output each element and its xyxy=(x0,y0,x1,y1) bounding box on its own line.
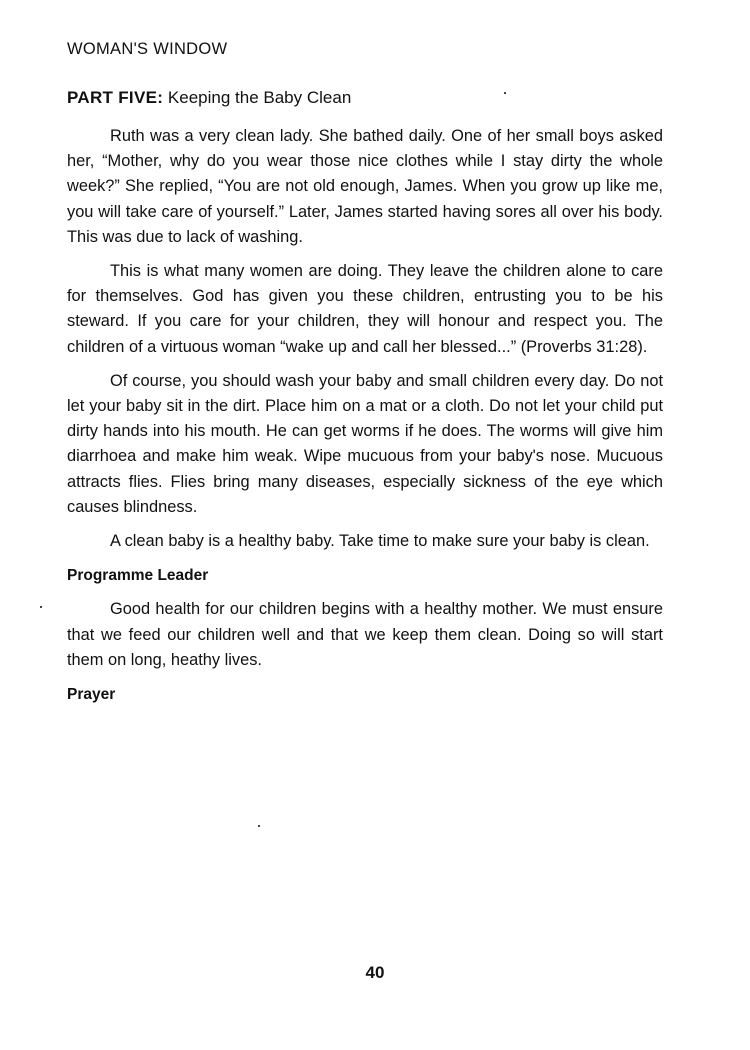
scan-speck xyxy=(40,606,42,608)
paragraph-many-women: This is what many women are doing. They leave the children alone to care for themselves. God has given you these children, entrusting you to be his steward. If you care for your children, they will honour and respect you. The children of a virtuous woman “wake up and call her blessed...” (Proverbs 31:28). xyxy=(67,262,663,356)
paragraph-ruth-story: Ruth was a very clean lady. She bathed daily. One of her small boys asked her, “Mother, why do you wear those nice clothes while I stay dirty the whole week?” She replied, “You are not old enough, James. When you grow up like me, you will take care of yourself.” Later, James started having sores all over his body. This was due to lack of washing. xyxy=(67,127,663,246)
heading-prayer: Prayer xyxy=(67,686,116,704)
page-number: 40 xyxy=(365,963,385,982)
paragraph-wash-baby: Of course, you should wash your baby and small children every day. Do not let your baby sit in the dirt. Place him on a mat or a cloth. Do not let your child put dirty hands into his mouth. He can get worms if he does. The worms will give him diarrhoea and make him weak. Wipe mucuous from your baby's nose. Mucuous attracts flies. Flies bring many diseases, especially sickness of the eye which causes blindness. xyxy=(67,371,663,516)
part-title xyxy=(67,88,351,108)
scan-speck xyxy=(504,92,506,94)
paragraph-programme-leader: Good health for our children begins with a healthy mother. We must ensure that we feed our children well and that we keep them clean. Doing so will start them on long, heathy lives. xyxy=(67,600,663,669)
running-head: WOMAN'S WINDOW xyxy=(67,40,228,58)
part-title-text: Keeping the Baby Clean xyxy=(167,88,352,107)
body-text xyxy=(67,124,663,716)
heading-programme-leader: Programme Leader xyxy=(67,567,209,585)
scan-speck xyxy=(258,825,260,827)
part-label: PART FIVE: xyxy=(67,88,164,107)
paragraph-clean-baby: A clean baby is a healthy baby. Take time to make sure your baby is clean. xyxy=(110,532,650,551)
